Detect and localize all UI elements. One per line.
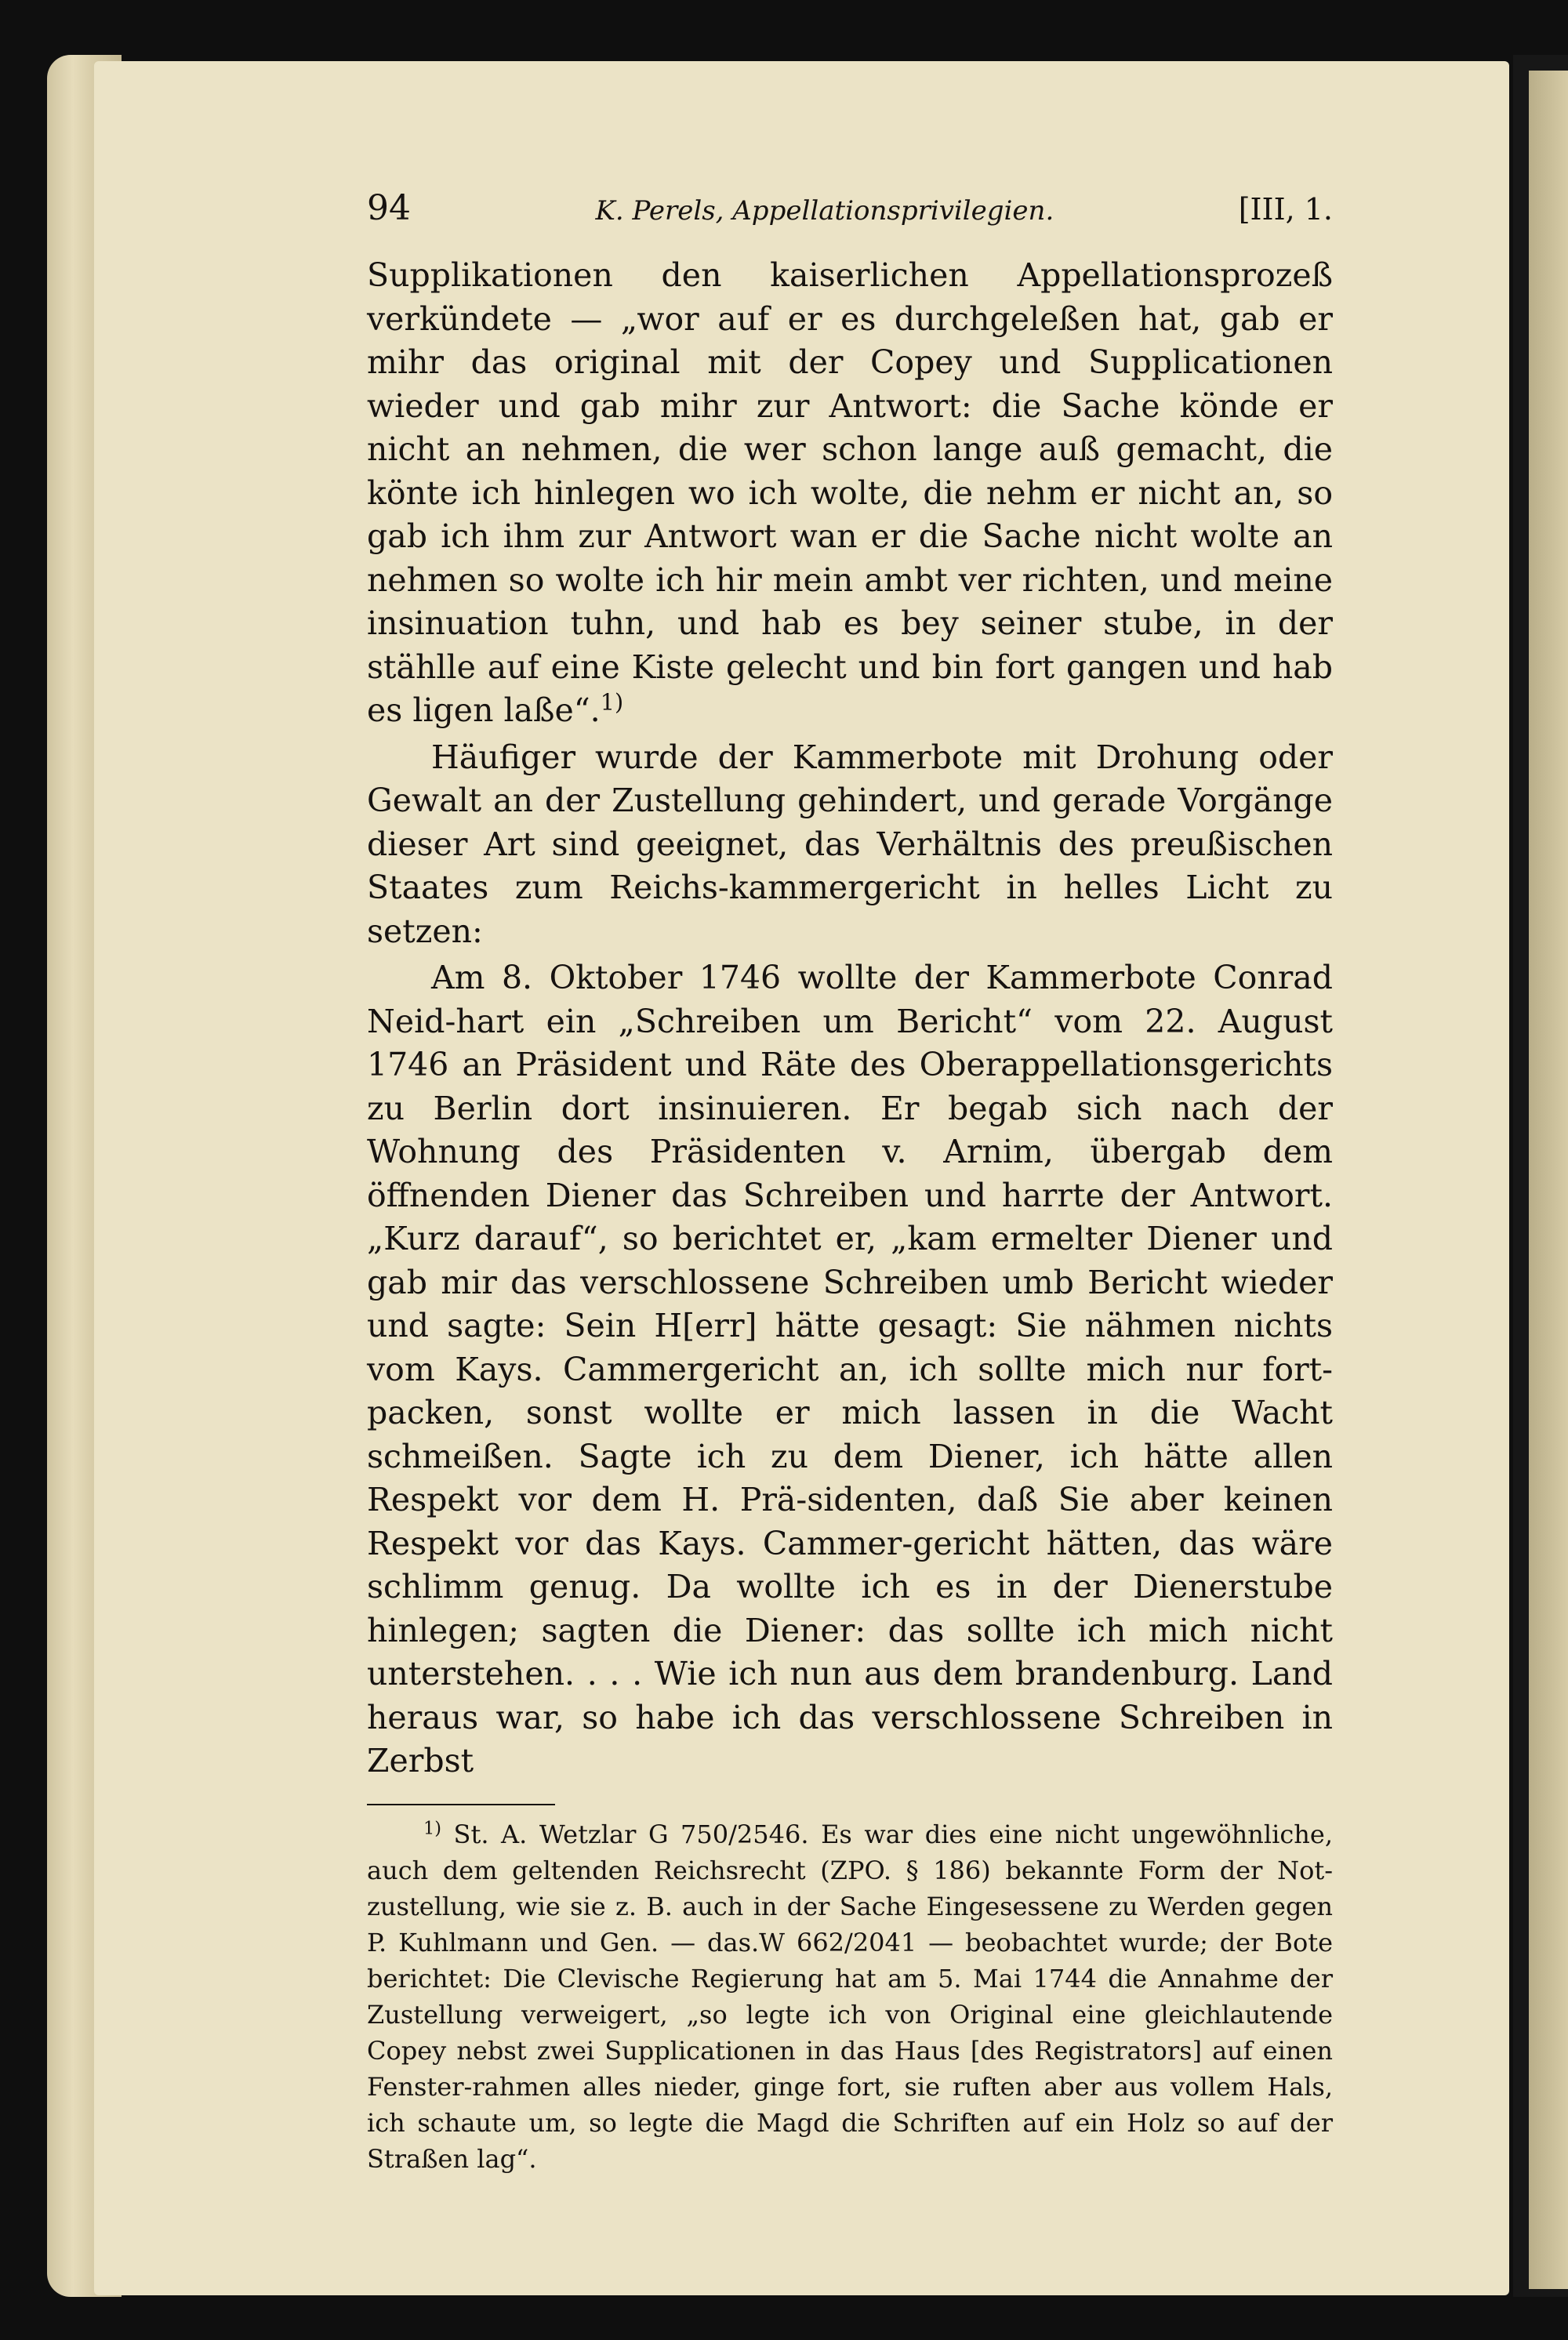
- paragraph-1: [367, 254, 1333, 733]
- footnote-marker: 1): [423, 1817, 441, 1838]
- facing-page-edge: [1513, 55, 1568, 2297]
- page-number: 94: [367, 188, 411, 228]
- section-marker: [III, 1.: [1238, 192, 1333, 227]
- footnote-reference: 1): [600, 688, 624, 716]
- body-text: [367, 254, 1333, 1783]
- paragraph-2: Häufiger wurde der Kammerbote mit Drohung oder Gewalt an der Zustellung gehindert, und gerade Vorgänge dieser Art sind geeignet, das Verhältnis des preußischen Staates zum Reichs-kammergericht in helles Licht zu setzen:: [367, 738, 1333, 950]
- footnote-rule: [367, 1804, 555, 1805]
- running-head: [367, 188, 1333, 243]
- page-content: [367, 188, 1333, 2177]
- running-title: K. Perels, Appellationsprivilegien.: [595, 195, 1054, 227]
- footnote: [367, 1816, 1333, 2177]
- footnote-text: St. A. Wetzlar G 750/2546. Es war dies eine nicht ungewöhnliche, auch dem geltenden Reichsrecht (ZPO. § 186) bekannte Form der Not-zustellung, wie sie z. B. auch in der Sache Eingesessene zu Werden gegen P. Kuhlmann und Gen. — das.W 662/2041 — beobachtet wurde; der Bote berichtet: Die Clevische Regierung hat am 5. Mai 1744 die Annahme der Zustellung verweigert, „so legte ich von Original eine gleichlautende Copey nebst zwei Supplicationen in das Haus [des Registrators] auf einen Fenster-rahmen alles nieder, ginge fort, sie ruften aber aus vollem Hals, ich schaute um, so legte die Magd die Schriften auf ein Holz so auf der Straßen lag“.: [367, 1819, 1334, 2174]
- facing-page-paper: [1529, 71, 1568, 2289]
- paragraph-1-text: Supplikationen den kaiserlichen Appellationsprozeß verkündete — „wor auf er es durchgeleßen hat, gab er mihr das original mit der Copey und Supplicationen wieder und gab mihr zur Antwort: die Sache könde er nicht an nehmen, die wer schon lange auß gemacht, die könte ich hinlegen wo ich wolte, die nehm er nicht an, so gab ich ihm zur Antwort wan er die Sache nicht wolte an nehmen so wolte ich hir mein ambt ver richten, und meine insinuation tuhn, und hab es bey seiner stube, in der stähllе auf eine Kiste gelecht und bin fort gangen und hab es ligen laße“.: [367, 256, 1333, 729]
- paragraph-3: Am 8. Oktober 1746 wollte der Kammerbote Conrad Neid-hart ein „Schreiben um Bericht“ vom 22. August 1746 an Präsident und Räte des Oberappellationsgerichts zu Berlin dort insinuieren. Er begab sich nach der Wohnung des Präsidenten v. Arnim, übergab dem öffnenden Diener das Schreiben und harrte der Antwort. „Kurz darauf“, so berichtet er, „kam ermelter Diener und gab mir das verschlossene Schreiben umb Bericht wieder und sagte: Sein H[err] hätte gesagt: Sie nähmen nichts vom Kays. Cammergericht an, ich sollte mich nur fort-packen, sonst wollte er mich lassen in die Wacht schmeißen. Sagte ich zu dem Diener, ich hätte allen Respekt vor dem H. Prä-sidenten, daß Sie aber keinen Respekt vor das Kays. Cammer-gericht hätten, das wäre schlimm genug. Da wollte ich es in der Dienerstube hinlegen; sagten die Diener: das sollte ich mich nicht unterstehen. . . . Wie ich nun aus dem brandenburg. Land heraus war, so habe ich das verschlossene Schreiben in Zerbst: [367, 959, 1333, 1779]
